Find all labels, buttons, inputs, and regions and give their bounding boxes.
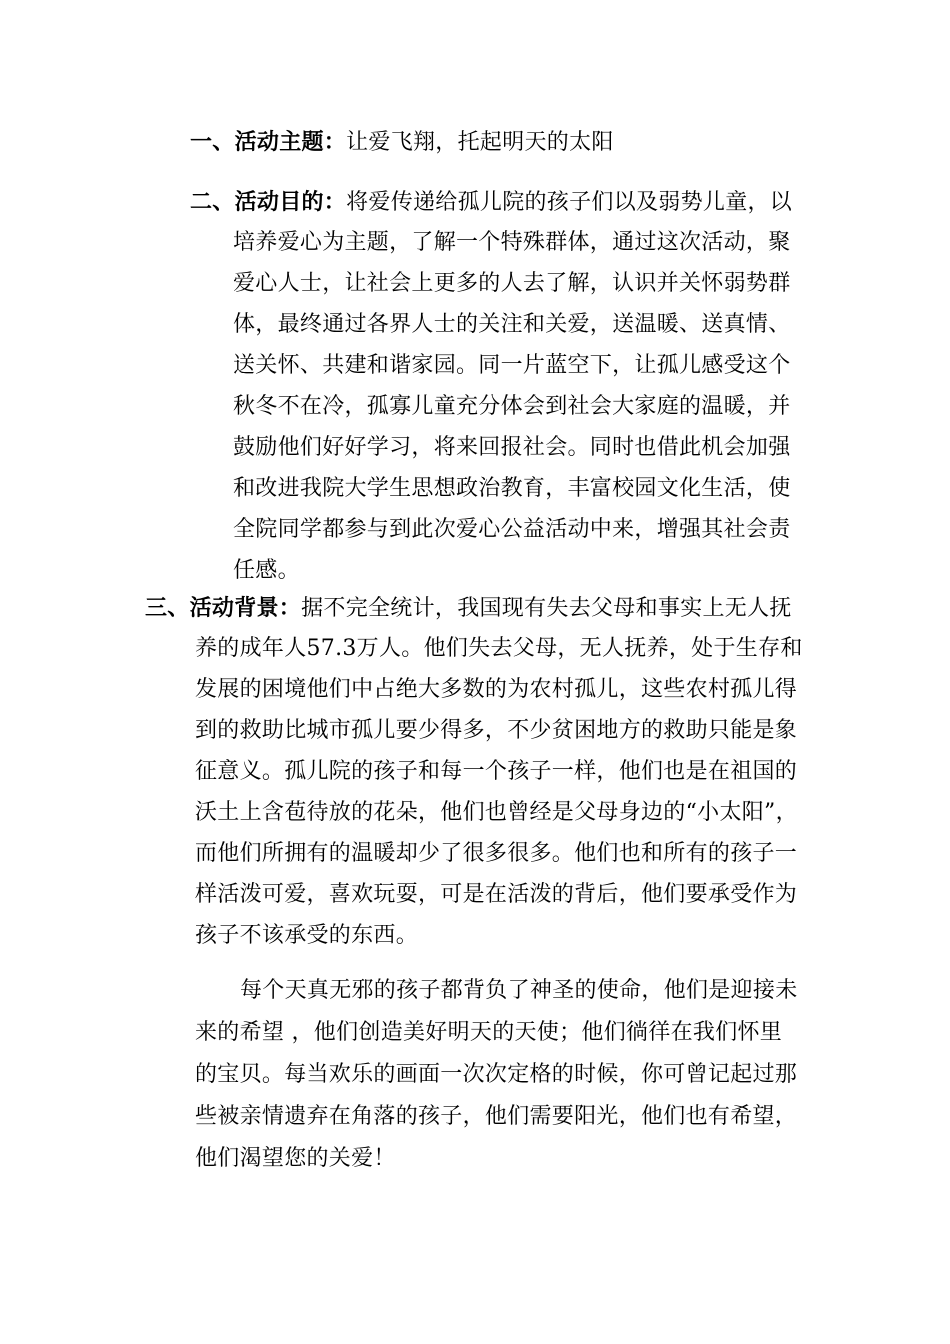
- section-background-line: 养的成年人57.3万人。他们失去父母，无人抚养，处于生存和: [195, 636, 803, 661]
- section-background-heading: 三、活动背景：: [145, 595, 302, 621]
- background-paragraph-line: 每个天真无邪的孩子都背负了神圣的使命，他们是迎接未: [240, 978, 798, 1003]
- section-purpose-line: [190, 187, 792, 218]
- section-theme: [190, 127, 614, 158]
- section-purpose-text: 将爱传递给孤儿院的孩子们以及弱势儿童，以: [346, 190, 793, 215]
- section-background-line: [145, 593, 792, 624]
- section-purpose-heading: 二、活动目的：: [190, 189, 347, 215]
- section-background-line: 样活泼可爱，喜欢玩耍，可是在活泼的背后，他们要承受作为: [195, 882, 798, 907]
- section-background-line: 沃土上含苞待放的花朵，他们也曾经是父母身边的“小太阳”，: [195, 800, 798, 825]
- section-purpose-line: 秋冬不在冷，孤寡儿童充分体会到社会大家庭的温暖，并: [233, 394, 791, 419]
- section-purpose-line: 体，最终通过各界人士的关注和关爱，送温暖、送真情、: [233, 312, 791, 337]
- section-purpose-line: 和改进我院大学生思想政治教育，丰富校园文化生活，使: [233, 476, 791, 501]
- section-background-line: 征意义。孤儿院的孩子和每一个孩子一样，他们也是在祖国的: [195, 759, 798, 784]
- background-paragraph-line: 些被亲情遗弃在角落的孩子，他们需要阳光，他们也有希望，: [195, 1104, 798, 1129]
- section-purpose-line: 任感。: [233, 558, 300, 583]
- section-background-line: 到的救助比城市孤儿要少得多，不少贫困地方的救助只能是象: [195, 718, 798, 743]
- section-background-line: 孩子不该承受的东西。: [195, 923, 419, 948]
- section-background-text: 据不完全统计，我国现有失去父母和事实上无人抚: [301, 596, 792, 621]
- background-paragraph-line: 他们渴望您的关爱！: [195, 1146, 396, 1171]
- section-purpose-line: 全院同学都参与到此次爱心公益活动中来，增强其社会责: [233, 517, 791, 542]
- section-purpose-line: 鼓励他们好好学习，将来回报社会。同时也借此机会加强: [233, 435, 791, 460]
- section-background-line: 而他们所拥有的温暖却少了很多很多。他们也和所有的孩子一: [195, 841, 798, 866]
- section-theme-heading: 一、活动主题：: [190, 129, 347, 155]
- section-purpose-line: 送关怀、共建和谐家园。同一片蓝空下，让孤儿感受这个: [233, 353, 791, 378]
- background-paragraph-line: 来的希望 ，他们创造美好明天的天使；他们徜徉在我们怀里: [195, 1020, 783, 1045]
- section-background-line: 发展的困境他们中占绝大多数的为农村孤儿，这些农村孤儿得: [195, 677, 798, 702]
- background-paragraph-line: 的宝贝。每当欢乐的画面一次次定格的时候，你可曾记起过那: [195, 1062, 798, 1087]
- section-purpose-line: 爱心人士，让社会上更多的人去了解，认识并关怀弱势群: [233, 271, 791, 296]
- section-theme-text: 让爱飞翔，托起明天的太阳: [346, 130, 614, 155]
- section-purpose-line: 培养爱心为主题，了解一个特殊群体，通过这次活动，聚: [233, 230, 791, 255]
